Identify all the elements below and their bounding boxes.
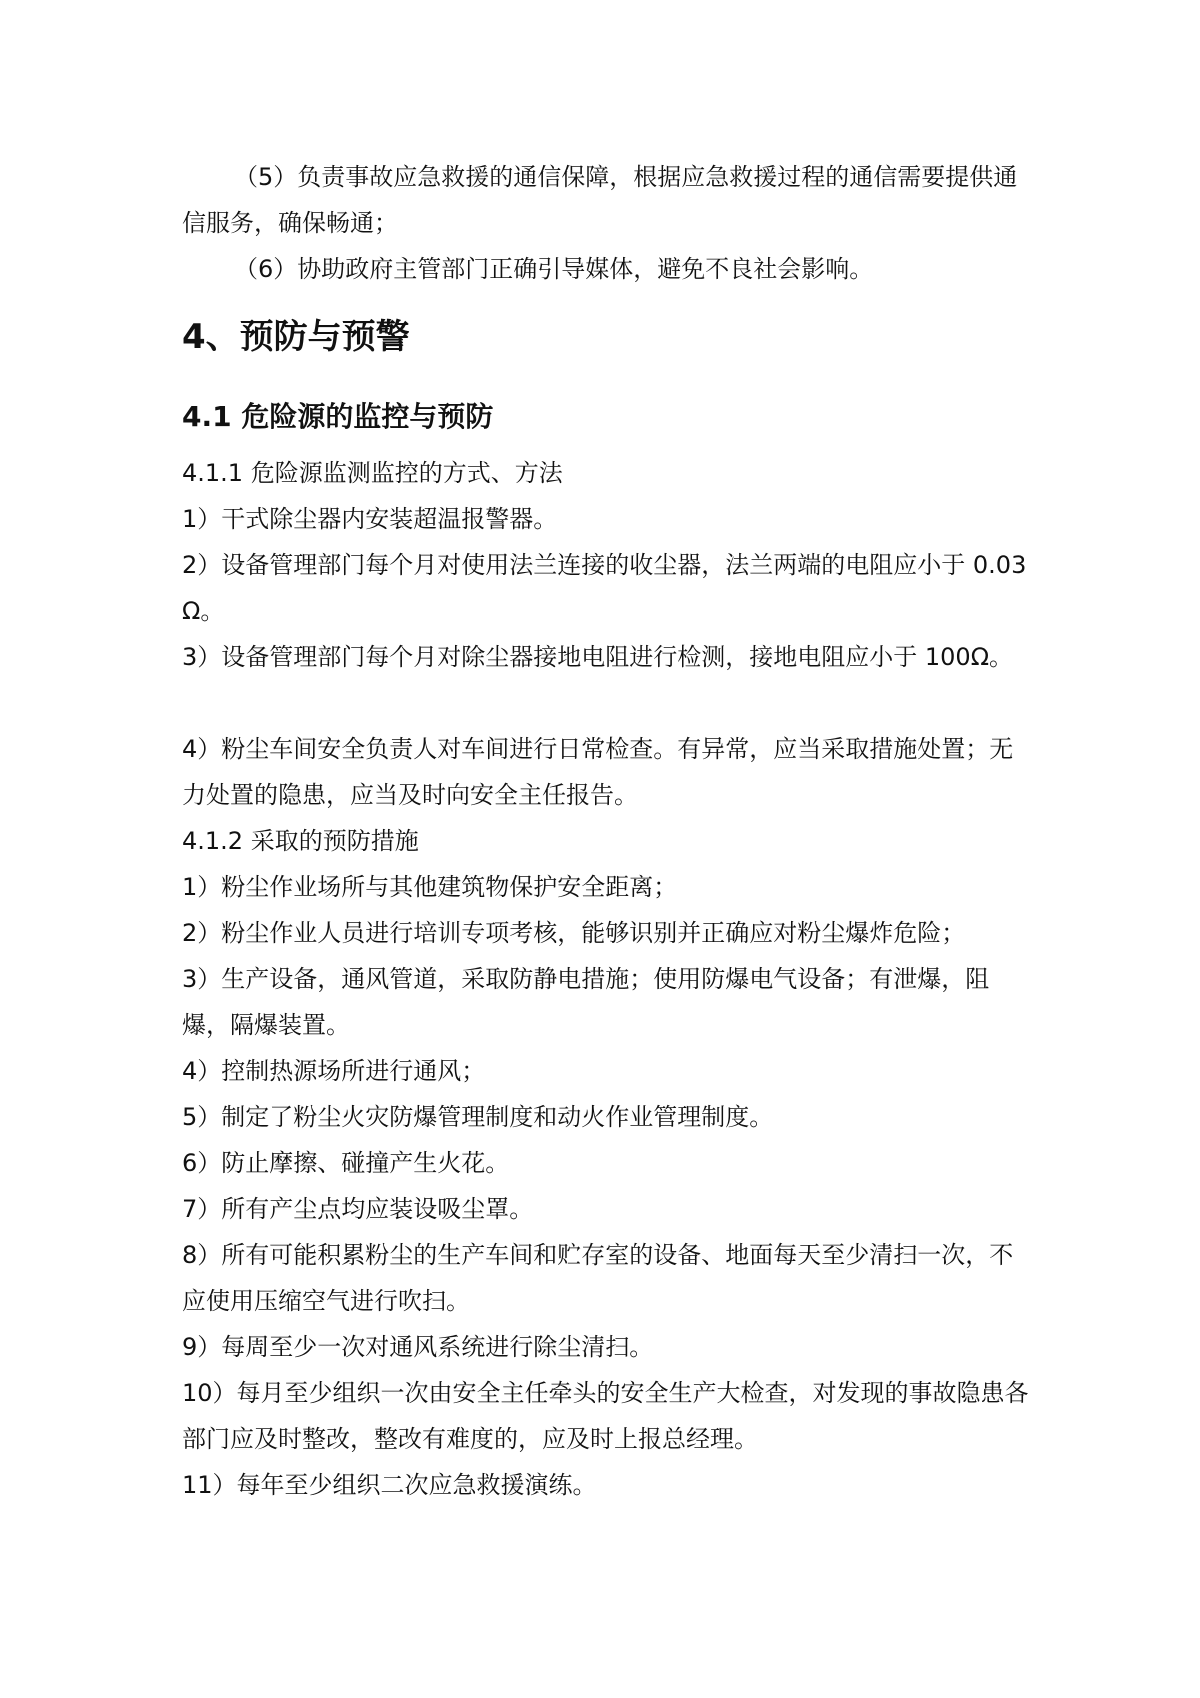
list-item: 10）每月至少组织一次由安全主任牵头的安全生产大检查，对发现的事故隐患各部门应及时整改，整改有难度的，应及时上报总经理。 [182, 1379, 1029, 1453]
list-item: 1）粉尘作业场所与其他建筑物保护安全距离； [182, 873, 678, 901]
list-item: 3）设备管理部门每个月对除尘器接地电阻进行检测，接地电阻应小于 100Ω。 [182, 643, 1014, 671]
list-item: 3）生产设备，通风管道，采取防静电措施；使用防爆电气设备；有泄爆，阻爆，隔爆装置。 [182, 965, 990, 1039]
list-item: 2）粉尘作业人员进行培训专项考核，能够识别并正确应对粉尘爆炸危险； [182, 919, 966, 947]
list-item: 11）每年至少组织二次应急救援演练。 [182, 1471, 597, 1499]
paragraph-item-5: （5）负责事故应急救援的通信保障，根据应急救援过程的通信需要提供通信服务，确保畅通； [182, 163, 1018, 237]
document-body [182, 154, 1032, 1508]
subsection-title-4-1-1: 4.1.1 危险源监测监控的方式、方法 [182, 459, 563, 487]
list-item: 4）粉尘车间安全负责人对车间进行日常检查。有异常，应当采取措施处置；无力处置的隐患，应当及时向安全主任报告。 [182, 735, 1014, 809]
list-item: 2）设备管理部门每个月对使用法兰连接的收尘器，法兰两端的电阻应小于 0.03Ω。 [182, 551, 1027, 625]
list-item: 5）制定了粉尘火灾防爆管理制度和动火作业管理制度。 [182, 1103, 774, 1131]
list-item: 6）防止摩擦、碰撞产生火花。 [182, 1149, 510, 1177]
list-item: 8）所有可能积累粉尘的生产车间和贮存室的设备、地面每天至少清扫一次，不应使用压缩空气进行吹扫。 [182, 1241, 1014, 1315]
section-heading-4-1: 4.1 危险源的监控与预防 [182, 400, 494, 433]
list-item: 1）干式除尘器内安装超温报警器。 [182, 505, 558, 533]
list-item: 9）每周至少一次对通风系统进行除尘清扫。 [182, 1333, 654, 1361]
section-heading-4: 4、预防与预警 [182, 317, 410, 357]
list-item: 4）控制热源场所进行通风； [182, 1057, 486, 1085]
paragraph-item-6: （6）协助政府主管部门正确引导媒体，避免不良社会影响。 [234, 255, 874, 283]
subsection-title-4-1-2: 4.1.2 采取的预防措施 [182, 827, 419, 855]
list-item: 7）所有产尘点均应装设吸尘罩。 [182, 1195, 534, 1223]
